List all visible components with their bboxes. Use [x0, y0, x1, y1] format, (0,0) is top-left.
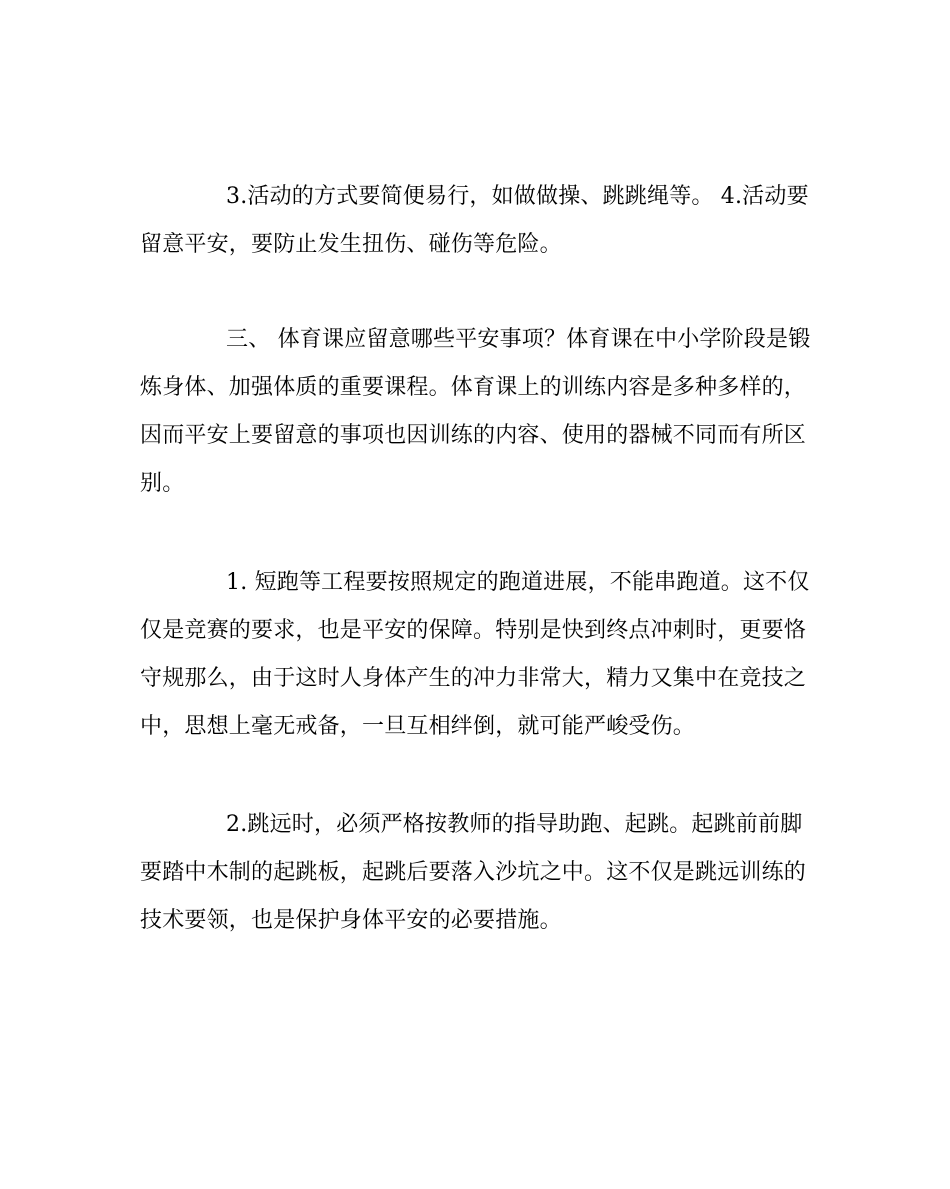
paragraph-1-line-1: 3.活动的方式要简便易行，如做做操、跳跳绳等。 4.活动要 — [226, 184, 809, 209]
paragraph-4-line-2: 要踏中木制的起跳板，起跳后要落入沙坑之中。这不仅是跳远训练的 — [140, 860, 807, 885]
paragraph-3-line-1: 1. 短跑等工程要按照规定的跑道进展，不能串跑道。这不仅 — [226, 570, 810, 595]
paragraph-4-line-1: 2.跳远时，必须严格按教师的指导助跑、起跳。起跳前前脚 — [226, 812, 803, 837]
paragraph-1-line-2: 留意平安，要防止发生扭伤、碰伤等危险。 — [140, 232, 562, 257]
paragraph-2-line-4: 别。 — [140, 471, 185, 496]
paragraph-2-line-3: 因而平安上要留意的事项也因训练的内容、使用的器械不同而有所区 — [140, 423, 807, 448]
paragraph-2-line-2: 炼身体、加强体质的重要课程。体育课上的训练内容是多种多样的， — [140, 375, 807, 400]
paragraph-3-line-4: 中，思想上毫无戒备，一旦互相绊倒，就可能严峻受伤。 — [140, 714, 696, 739]
paragraph-2-line-1: 三、 体育课应留意哪些平安事项？体育课在中小学阶段是锻 — [226, 327, 811, 352]
paragraph-3-line-3: 守规那么，由于这时人身体产生的冲力非常大，精力又集中在竞技之 — [140, 666, 807, 691]
paragraph-4-line-3: 技术要领，也是保护身体平安的必要措施。 — [140, 908, 562, 933]
paragraph-3-line-2: 仅是竞赛的要求，也是平安的保障。特别是快到终点冲刺时，更要恪 — [140, 618, 807, 643]
